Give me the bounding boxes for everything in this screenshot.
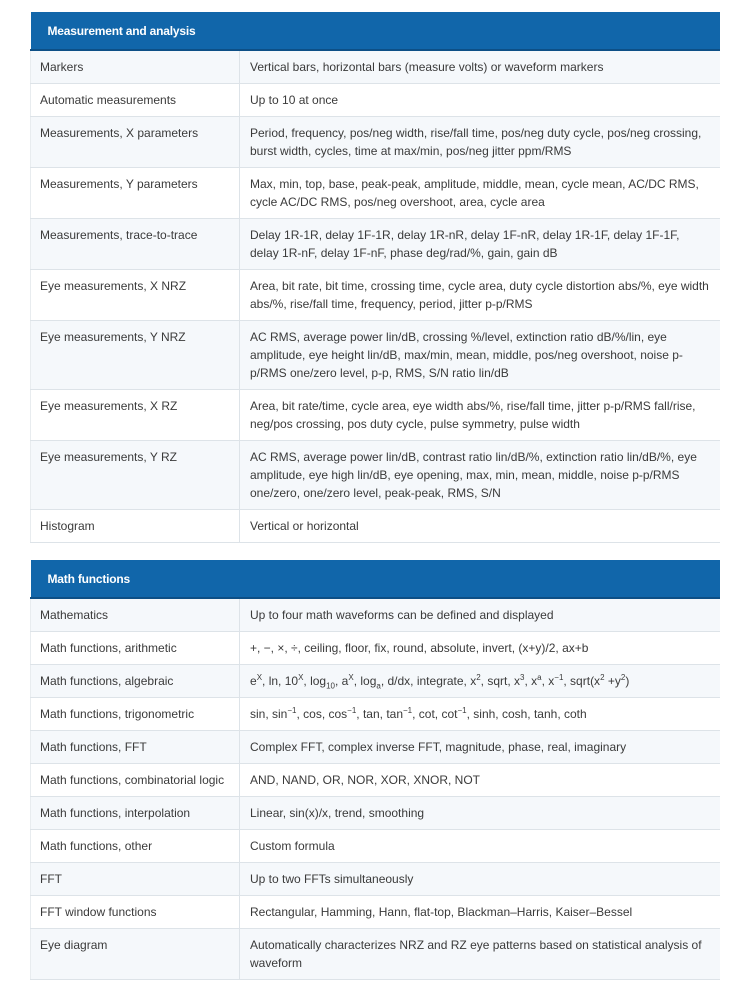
spec-value: Up to four math waveforms can be defined and displayed [240, 598, 720, 632]
math-functions-table [30, 560, 720, 980]
spec-label: Eye measurements, X RZ [31, 390, 240, 441]
spec-label: Math functions, other [31, 830, 240, 863]
table-header-row [31, 12, 720, 50]
table-row [31, 219, 720, 270]
measurement-rows [31, 50, 720, 543]
table-row [31, 117, 720, 168]
table-row [31, 665, 720, 698]
table-row [31, 270, 720, 321]
table-row [31, 731, 720, 764]
spec-label: Math functions, trigonometric [31, 698, 240, 731]
table-row [31, 797, 720, 830]
table-row [31, 441, 720, 510]
table-row [31, 321, 720, 390]
spec-value: Vertical or horizontal [240, 510, 720, 543]
spec-label: Math functions, FFT [31, 731, 240, 764]
spec-label: FFT [31, 863, 240, 896]
spec-value: Automatically characterizes NRZ and RZ eye patterns based on statistical analysis of waveform [240, 929, 720, 980]
table-row [31, 698, 720, 731]
spec-value: sin, $\sin^{-1}$, cos, $\cos^{-1}$, tan, $\tan^{-1}$, cot, $\cot^{-1}$, sinh, cosh, tanh, coth [240, 698, 720, 731]
spec-label: Measurements, trace-to-trace [31, 219, 240, 270]
spec-value: Up to two FFTs simultaneously [240, 863, 720, 896]
spec-label: Markers [31, 50, 240, 84]
spec-value: Linear, sin(x)/x, trend, smoothing [240, 797, 720, 830]
table-row [31, 863, 720, 896]
spec-label: Eye diagram [31, 929, 240, 980]
spec-value: AC RMS, average power lin/dB, contrast ratio lin/dB/%, extinction ratio lin/dB/%, eye amplitude, eye high lin/dB, eye opening, max, min, mean, middle, noise p-p/RMS one/zero, one/zero level, peak-peak, RMS, S/N [240, 441, 720, 510]
spec-label: Histogram [31, 510, 240, 543]
measurement-analysis-table [30, 12, 720, 543]
table-row [31, 598, 720, 632]
spec-label: Eye measurements, Y RZ [31, 441, 240, 510]
spec-label: Measurements, Y parameters [31, 168, 240, 219]
table-row [31, 168, 720, 219]
spec-label: Eye measurements, Y NRZ [31, 321, 240, 390]
table-row [31, 632, 720, 665]
section-header-math: Math functions [31, 560, 720, 598]
table-header-row [31, 560, 720, 598]
spec-label: Mathematics [31, 598, 240, 632]
spec-value: Complex FFT, complex inverse FFT, magnitude, phase, real, imaginary [240, 731, 720, 764]
table-row [31, 764, 720, 797]
spec-label: FFT window functions [31, 896, 240, 929]
spec-value: Period, frequency, pos/neg width, rise/fall time, pos/neg duty cycle, pos/neg crossing, burst width, cycles, time at max/min, pos/neg jitter ppm/RMS [240, 117, 720, 168]
spec-value: Rectangular, Hamming, Hann, flat-top, Blackman–Harris, Kaiser–Bessel [240, 896, 720, 929]
spec-label: Automatic measurements [31, 84, 240, 117]
spec-value: +, −, ×, ÷, ceiling, floor, fix, round, absolute, invert, (x+y)/2, ax+b [240, 632, 720, 665]
spec-value: AND, NAND, OR, NOR, XOR, XNOR, NOT [240, 764, 720, 797]
table-row [31, 50, 720, 84]
spec-value: $e^X$, ln, $10^X$, $\log_{10}$, $a^X$, $\log_a$, d/dx, integrate, $x^2$, sqrt, $x^3$, $x^a$, $x^{-1}$, $sqrt(x^2 +y^2)$ [240, 665, 720, 698]
spec-value: Vertical bars, horizontal bars (measure volts) or waveform markers [240, 50, 720, 84]
spec-label: Math functions, algebraic [31, 665, 240, 698]
table-row [31, 929, 720, 980]
spec-value: Area, bit rate, bit time, crossing time, cycle area, duty cycle distortion abs/%, eye width abs/%, rise/fall time, frequency, period, jitter p-p/RMS [240, 270, 720, 321]
table-row [31, 84, 720, 117]
spec-label: Measurements, X parameters [31, 117, 240, 168]
spec-value: Up to 10 at once [240, 84, 720, 117]
table-row [31, 510, 720, 543]
spec-value: Delay 1R-1R, delay 1F-1R, delay 1R-nR, delay 1F-nR, delay 1R-1F, delay 1F-1F, delay 1R-nF, delay 1F-nF, phase deg/rad/%, gain, gain dB [240, 219, 720, 270]
spec-value: AC RMS, average power lin/dB, crossing %/level, extinction ratio dB/%/lin, eye amplitude, eye height lin/dB, max/min, mean, middle, pos/neg overshoot, noise p-p/RMS one/zero level, p-p, RMS, S/N ratio lin/dB [240, 321, 720, 390]
table-row [31, 830, 720, 863]
section-header-measurement: Measurement and analysis [31, 12, 720, 50]
spec-label: Math functions, arithmetic [31, 632, 240, 665]
table-row [31, 896, 720, 929]
spec-value: Custom formula [240, 830, 720, 863]
table-row [31, 390, 720, 441]
math-rows [31, 598, 720, 980]
spec-label: Math functions, interpolation [31, 797, 240, 830]
spec-value: Area, bit rate/time, cycle area, eye width abs/%, rise/fall time, jitter p-p/RMS fall/rise, neg/pos crossing, pos duty cycle, pulse symmetry, pulse width [240, 390, 720, 441]
spec-value: Max, min, top, base, peak-peak, amplitude, middle, mean, cycle mean, AC/DC RMS, cycle AC/DC RMS, pos/neg overshoot, area, cycle area [240, 168, 720, 219]
spec-label: Math functions, combinatorial logic [31, 764, 240, 797]
spec-label: Eye measurements, X NRZ [31, 270, 240, 321]
